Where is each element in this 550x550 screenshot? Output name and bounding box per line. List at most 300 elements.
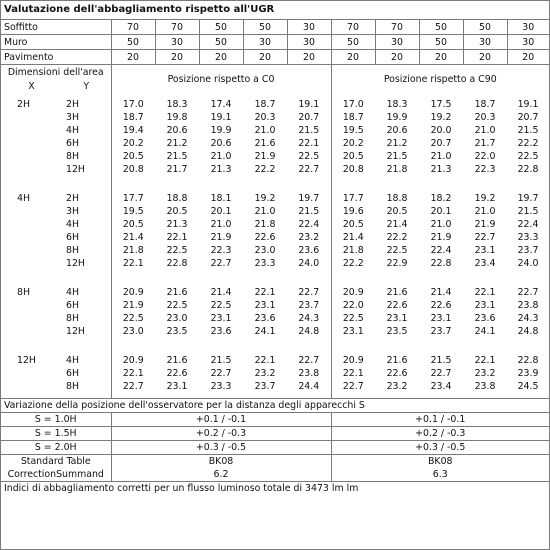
ugr-value-c90: 23.1 (342, 326, 364, 337)
ugr-value-c0: 21.0 (254, 125, 276, 136)
ugr-value-c90: 23.3 (517, 232, 539, 243)
spacing-label: S = 1.0H (1, 413, 111, 427)
ugr-value-c90: 22.4 (517, 219, 539, 230)
position-c0-header: Posizione rispetto a C0 (111, 65, 331, 94)
reflectance-value: 30 (463, 35, 507, 50)
ugr-value-c90: 20.5 (386, 206, 408, 217)
spacing-variation-row (1, 441, 549, 455)
ugr-value-c90: 22.8 (517, 355, 539, 366)
ugr-value-c90: 22.5 (517, 151, 539, 162)
ugr-value-c0: 22.7 (210, 258, 232, 269)
variation-c90: +0.3 / -0.5 (331, 441, 549, 455)
ugr-value-c0: 22.4 (287, 218, 331, 231)
reflectance-label: Muro (1, 35, 111, 50)
ugr-value-c90: 24.1 (474, 326, 496, 337)
footnote-row (1, 482, 549, 496)
ugr-value-c0: 22.7 (287, 163, 331, 176)
room-y-dimension: 12H (62, 325, 111, 338)
spacer-row (1, 338, 549, 354)
ugr-value-c90: 22.1 (474, 355, 496, 366)
ugr-value-c90: 19.9 (386, 112, 408, 123)
ugr-value-c0: 21.0 (210, 219, 232, 230)
room-y-dimension: 4H (62, 124, 111, 137)
ugr-value-c0: 18.7 (254, 99, 276, 110)
ugr-data-row (1, 299, 549, 312)
spacer-cell (1, 176, 62, 192)
ugr-value-c90: 23.1 (474, 245, 496, 256)
ugr-value-c0: 21.8 (254, 219, 276, 230)
spacer-cell (62, 338, 111, 354)
ugr-value-c90: 22.6 (430, 300, 452, 311)
variation-c0: +0.3 / -0.5 (111, 441, 331, 455)
ugr-value-c90: 23.2 (386, 381, 408, 392)
variation-c0: +0.2 / -0.3 (111, 427, 331, 441)
reflectance-value: 30 (507, 35, 549, 50)
ugr-value-c0: 17.4 (210, 99, 232, 110)
ugr-data-row (1, 367, 549, 380)
ugr-value-c0: 23.8 (287, 367, 331, 380)
ugr-value-c0: 22.8 (166, 258, 188, 269)
reflectance-value: 30 (507, 20, 549, 35)
ugr-value-c0: 23.0 (254, 245, 276, 256)
spacing-label: S = 1.5H (1, 427, 111, 441)
ugr-value-c90: 21.3 (430, 164, 452, 175)
ugr-data-row (1, 244, 549, 257)
room-x-dimension (1, 218, 62, 231)
room-y-dimension: 3H (62, 205, 111, 218)
ugr-data-row (1, 354, 549, 367)
ugr-value-c0: 19.7 (287, 192, 331, 205)
ugr-value-c0: 23.7 (254, 381, 276, 392)
ugr-value-c90: 17.5 (430, 99, 452, 110)
spacer-cell (331, 338, 549, 354)
spacer-cell (331, 270, 549, 286)
correction-summand-row (1, 468, 549, 482)
ugr-value-c0: 19.2 (254, 193, 276, 204)
ugr-value-c90: 21.0 (430, 151, 452, 162)
ugr-value-c90: 22.1 (342, 368, 364, 379)
ugr-value-c90: 19.2 (430, 112, 452, 123)
ugr-value-c0: 23.3 (254, 258, 276, 269)
room-y-dimension: 6H (62, 137, 111, 150)
ugr-value-c0: 20.6 (166, 125, 188, 136)
standard-table-c0: BK08 (111, 455, 331, 469)
ugr-table-body (1, 20, 549, 495)
ugr-value-c0: 21.6 (166, 355, 188, 366)
ugr-value-c90: 23.4 (474, 258, 496, 269)
reflectance-value: 20 (375, 50, 419, 65)
room-x-dimension (1, 150, 62, 163)
room-x-dimension (1, 205, 62, 218)
ugr-value-c0: 20.5 (166, 206, 188, 217)
ugr-value-c0: 22.1 (122, 258, 144, 269)
reflectance-value: 20 (331, 50, 375, 65)
ugr-value-c90: 21.5 (430, 355, 452, 366)
ugr-value-c90: 21.9 (474, 219, 496, 230)
reflectance-value: 50 (331, 35, 375, 50)
room-y-dimension: 4H (62, 354, 111, 367)
ugr-value-c90: 21.4 (342, 232, 364, 243)
spacing-variation-row (1, 427, 549, 441)
ugr-data-row (1, 111, 549, 124)
ugr-value-c90: 21.4 (386, 219, 408, 230)
ugr-value-c90: 20.6 (386, 125, 408, 136)
dimensions-label: Dimensioni dell'area (1, 65, 111, 80)
ugr-value-c90: 22.8 (517, 164, 539, 175)
ugr-data-row (1, 380, 549, 393)
ugr-value-c90: 22.7 (430, 368, 452, 379)
ugr-value-c90: 21.5 (517, 125, 539, 136)
ugr-value-c0: 24.4 (287, 380, 331, 393)
ugr-value-c90: 22.8 (430, 258, 452, 269)
ugr-value-c90: 22.6 (386, 300, 408, 311)
correction-summand-label: CorrectionSummand (1, 468, 111, 482)
reflectance-row (1, 35, 549, 50)
ugr-value-c90: 21.2 (386, 138, 408, 149)
ugr-value-c0: 21.9 (254, 151, 276, 162)
room-y-dimension: 8H (62, 312, 111, 325)
ugr-value-c0: 23.1 (166, 381, 188, 392)
room-y-dimension: 12H (62, 163, 111, 176)
ugr-value-c0: 22.1 (166, 232, 188, 243)
reflectance-value: 50 (463, 20, 507, 35)
ugr-value-c0: 23.6 (287, 244, 331, 257)
room-y-dimension: 6H (62, 231, 111, 244)
reflectance-row (1, 50, 549, 65)
ugr-value-c0: 20.7 (287, 111, 331, 124)
ugr-value-c0: 24.8 (287, 325, 331, 338)
variation-c90: +0.1 / -0.1 (331, 413, 549, 427)
ugr-value-c90: 24.8 (517, 326, 539, 337)
ugr-data-row (1, 312, 549, 325)
ugr-value-c0: 17.7 (122, 193, 144, 204)
ugr-value-c0: 23.7 (287, 299, 331, 312)
room-x-dimension (1, 299, 62, 312)
ugr-value-c0: 18.3 (166, 99, 188, 110)
ugr-value-c90: 20.7 (517, 112, 539, 123)
ugr-value-c90: 18.7 (474, 99, 496, 110)
ugr-value-c0: 22.7 (122, 381, 144, 392)
ugr-value-c90: 19.6 (342, 206, 364, 217)
ugr-value-c90: 22.7 (474, 232, 496, 243)
footnote: Indici di abbagliamento corretti per un flusso luminoso totale di 3473 lm lm (1, 482, 549, 496)
ugr-data-row (1, 325, 549, 338)
ugr-value-c0: 22.1 (254, 287, 276, 298)
ugr-value-c0: 22.7 (287, 286, 331, 299)
room-y-dimension: 12H (62, 257, 111, 270)
ugr-value-c0: 23.2 (287, 231, 331, 244)
ugr-data-row (1, 192, 549, 205)
ugr-value-c90: 21.0 (430, 219, 452, 230)
variation-label: Variazione della posizione dell'osservatore per la distanza degli apparecchi S (1, 399, 549, 413)
ugr-value-c90: 20.9 (342, 355, 364, 366)
ugr-data-row (1, 257, 549, 270)
ugr-value-c90: 18.2 (430, 193, 452, 204)
ugr-value-c90: 21.4 (430, 287, 452, 298)
ugr-value-c0: 19.4 (122, 125, 144, 136)
ugr-value-c90: 19.2 (474, 193, 496, 204)
ugr-value-c90: 20.0 (430, 125, 452, 136)
ugr-data-row (1, 205, 549, 218)
ugr-value-c90: 23.9 (517, 368, 539, 379)
ugr-value-c0: 19.1 (210, 112, 232, 123)
ugr-value-c0: 21.7 (166, 164, 188, 175)
room-x-dimension: 4H (17, 193, 31, 204)
ugr-value-c90: 22.2 (517, 138, 539, 149)
ugr-value-c90: 22.9 (386, 258, 408, 269)
room-x-dimension (1, 312, 62, 325)
room-x-dimension: 12H (17, 355, 36, 366)
spacer-cell (331, 176, 549, 192)
reflectance-value: 50 (419, 35, 463, 50)
ugr-value-c0: 20.1 (210, 206, 232, 217)
ugr-value-c90: 22.2 (342, 258, 364, 269)
dimensions-header-row (1, 65, 549, 80)
ugr-value-c90: 21.0 (474, 206, 496, 217)
ugr-value-c90: 22.3 (474, 164, 496, 175)
ugr-value-c90: 23.1 (430, 313, 452, 324)
ugr-data-row (1, 137, 549, 150)
ugr-value-c90: 23.5 (386, 326, 408, 337)
standard-table-row (1, 455, 549, 469)
ugr-value-c0: 22.1 (122, 368, 144, 379)
ugr-value-c90: 23.1 (474, 300, 496, 311)
ugr-value-c0: 18.8 (166, 193, 188, 204)
ugr-value-c90: 21.7 (474, 138, 496, 149)
ugr-value-c90: 17.0 (342, 99, 364, 110)
variation-c90: +0.2 / -0.3 (331, 427, 549, 441)
room-y-dimension: 2H (62, 192, 111, 205)
ugr-value-c0: 20.5 (122, 151, 144, 162)
ugr-value-c90: 19.1 (517, 99, 539, 110)
ugr-value-c0: 21.8 (122, 245, 144, 256)
ugr-value-c90: 21.0 (474, 125, 496, 136)
ugr-value-c0: 21.3 (166, 219, 188, 230)
reflectance-value: 30 (243, 35, 287, 50)
ugr-value-c90: 23.8 (474, 381, 496, 392)
page-title: Valutazione dell'abbagliamento rispetto all'UGR (1, 1, 549, 20)
ugr-value-c90: 21.5 (517, 206, 539, 217)
ugr-value-c90: 18.3 (386, 99, 408, 110)
ugr-value-c90: 21.9 (430, 232, 452, 243)
ugr-value-c0: 21.4 (210, 287, 232, 298)
reflectance-value: 20 (463, 50, 507, 65)
ugr-value-c0: 19.9 (210, 125, 232, 136)
reflectance-value: 20 (199, 50, 243, 65)
standard-table-label: Standard Table (1, 455, 111, 469)
room-x-dimension (1, 124, 62, 137)
room-y-dimension: 4H (62, 218, 111, 231)
reflectance-value: 20 (243, 50, 287, 65)
reflectance-value: 30 (287, 35, 331, 50)
ugr-value-c90: 24.0 (517, 258, 539, 269)
ugr-value-c90: 20.3 (474, 112, 496, 123)
ugr-value-c90: 23.4 (430, 381, 452, 392)
room-x-dimension: 8H (17, 287, 31, 298)
ugr-value-c0: 22.7 (287, 354, 331, 367)
variation-c0: +0.1 / -0.1 (111, 413, 331, 427)
ugr-value-c0: 21.0 (254, 206, 276, 217)
ugr-value-c0: 23.1 (210, 313, 232, 324)
ugr-value-c0: 20.9 (122, 355, 144, 366)
ugr-value-c90: 22.5 (386, 245, 408, 256)
room-y-dimension: 8H (62, 244, 111, 257)
ugr-data-row (1, 150, 549, 163)
ugr-data-row (1, 98, 549, 111)
ugr-data-row (1, 231, 549, 244)
reflectance-value: 20 (111, 50, 155, 65)
reflectance-value: 70 (111, 20, 155, 35)
ugr-value-c0: 23.2 (254, 368, 276, 379)
reflectance-value: 30 (375, 35, 419, 50)
ugr-value-c0: 19.8 (166, 112, 188, 123)
ugr-value-c0: 24.3 (287, 312, 331, 325)
room-y-dimension: 8H (62, 380, 111, 393)
reflectance-value: 70 (155, 20, 199, 35)
ugr-value-c90: 22.2 (386, 232, 408, 243)
reflectance-label: Soffitto (1, 20, 111, 35)
ugr-value-c0: 23.6 (254, 313, 276, 324)
ugr-value-c0: 20.3 (254, 112, 276, 123)
reflectance-value: 20 (507, 50, 549, 65)
room-x-dimension (1, 325, 62, 338)
ugr-value-c90: 22.5 (342, 313, 364, 324)
ugr-value-c0: 19.5 (122, 206, 144, 217)
room-y-dimension: 6H (62, 299, 111, 312)
room-y-dimension: 4H (62, 286, 111, 299)
spacer-cell (111, 270, 331, 286)
ugr-data-row (1, 163, 549, 176)
spacer-cell (1, 338, 62, 354)
ugr-value-c0: 21.9 (122, 300, 144, 311)
ugr-value-c0: 22.5 (166, 300, 188, 311)
reflectance-value: 50 (111, 35, 155, 50)
spacer-cell (62, 176, 111, 192)
standard-table-c90: BK08 (331, 455, 549, 469)
ugr-value-c90: 23.1 (386, 313, 408, 324)
room-y-dimension: 3H (62, 111, 111, 124)
spacer-row (1, 270, 549, 286)
ugr-value-c0: 22.7 (210, 368, 232, 379)
ugr-value-c90: 20.5 (342, 151, 364, 162)
ugr-value-c0: 20.6 (210, 138, 232, 149)
ugr-value-c0: 24.0 (287, 257, 331, 270)
ugr-value-c0: 22.6 (166, 368, 188, 379)
ugr-value-c90: 21.6 (386, 355, 408, 366)
reflectance-value: 20 (419, 50, 463, 65)
ugr-value-c0: 22.3 (210, 245, 232, 256)
ugr-value-c0: 24.1 (254, 326, 276, 337)
ugr-data-row (1, 218, 549, 231)
ugr-value-c90: 18.7 (342, 112, 364, 123)
ugr-value-c90: 21.5 (386, 151, 408, 162)
ugr-value-c90: 22.6 (386, 368, 408, 379)
reflectance-value: 30 (155, 35, 199, 50)
ugr-value-c90: 18.8 (386, 193, 408, 204)
room-x-dimension (1, 137, 62, 150)
ugr-value-c90: 20.8 (342, 164, 364, 175)
y-axis-label: Y (62, 79, 111, 93)
reflectance-row (1, 20, 549, 35)
ugr-value-c90: 23.7 (517, 245, 539, 256)
ugr-value-c0: 22.1 (287, 137, 331, 150)
room-x-dimension (1, 111, 62, 124)
room-x-dimension: 2H (17, 99, 31, 110)
room-x-dimension (1, 163, 62, 176)
reflectance-value: 70 (331, 20, 375, 35)
ugr-value-c0: 22.6 (254, 232, 276, 243)
ugr-value-c0: 18.7 (122, 112, 144, 123)
room-y-dimension: 6H (62, 367, 111, 380)
ugr-value-c90: 21.8 (386, 164, 408, 175)
spacer-cell (111, 338, 331, 354)
ugr-value-c0: 21.5 (210, 355, 232, 366)
ugr-data-row (1, 286, 549, 299)
room-y-dimension: 2H (62, 98, 111, 111)
ugr-value-c90: 24.3 (517, 313, 539, 324)
ugr-table (1, 20, 549, 495)
position-c90-header: Posizione rispetto a C90 (383, 73, 497, 85)
ugr-value-c0: 21.6 (254, 138, 276, 149)
ugr-value-c90: 22.0 (474, 151, 496, 162)
ugr-value-c90: 17.7 (342, 193, 364, 204)
ugr-value-c0: 18.1 (210, 193, 232, 204)
ugr-value-c0: 21.5 (166, 151, 188, 162)
ugr-data-row (1, 124, 549, 137)
ugr-value-c90: 20.9 (342, 287, 364, 298)
reflectance-label: Pavimento (1, 50, 111, 65)
ugr-value-c0: 22.5 (210, 300, 232, 311)
ugr-value-c90: 19.7 (517, 193, 539, 204)
ugr-value-c0: 19.1 (287, 98, 331, 111)
ugr-value-c0: 20.8 (122, 164, 144, 175)
reflectance-value: 20 (287, 50, 331, 65)
correction-summand-c0: 6.2 (111, 468, 331, 482)
room-x-dimension (1, 244, 62, 257)
ugr-value-c90: 23.8 (517, 300, 539, 311)
correction-summand-c90: 6.3 (432, 469, 448, 480)
ugr-value-c90: 20.2 (342, 138, 364, 149)
ugr-value-c0: 20.2 (122, 138, 144, 149)
ugr-value-c0: 22.5 (122, 313, 144, 324)
ugr-value-c0: 17.0 (122, 99, 144, 110)
room-x-dimension (1, 257, 62, 270)
ugr-value-c90: 22.7 (517, 287, 539, 298)
ugr-value-c90: 24.5 (517, 381, 539, 392)
ugr-value-c0: 21.5 (287, 205, 331, 218)
ugr-value-c90: 21.8 (342, 245, 364, 256)
reflectance-value: 50 (419, 20, 463, 35)
ugr-value-c0: 23.6 (210, 326, 232, 337)
reflectance-value: 50 (199, 20, 243, 35)
ugr-value-c90: 20.1 (430, 206, 452, 217)
room-y-dimension: 8H (62, 150, 111, 163)
spacer-row (1, 176, 549, 192)
ugr-value-c0: 22.5 (166, 245, 188, 256)
ugr-value-c90: 22.1 (474, 287, 496, 298)
spacing-variation-row (1, 413, 549, 427)
variation-label-row (1, 399, 549, 413)
ugr-value-c90: 22.0 (342, 300, 364, 311)
spacing-label: S = 2.0H (1, 441, 111, 455)
spacer-cell (62, 270, 111, 286)
spacer-cell (1, 270, 62, 286)
ugr-value-c90: 23.2 (474, 368, 496, 379)
ugr-value-c0: 21.2 (166, 138, 188, 149)
ugr-value-c0: 21.3 (210, 164, 232, 175)
ugr-value-c90: 20.5 (342, 219, 364, 230)
ugr-value-c90: 21.6 (386, 287, 408, 298)
